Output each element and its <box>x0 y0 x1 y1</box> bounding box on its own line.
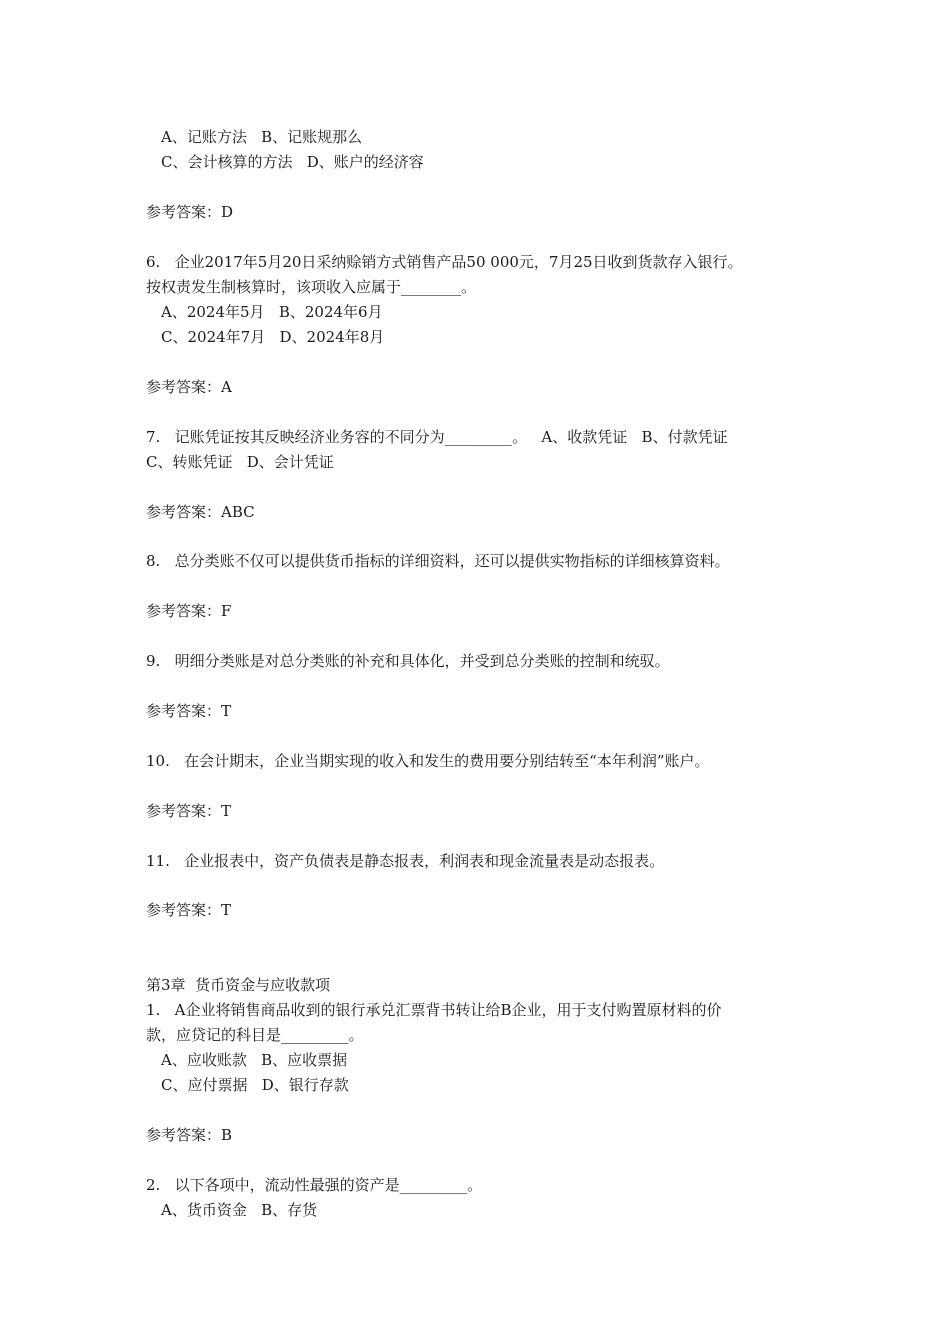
option-line: C、会计核算的方法 D、账户的经济容 <box>161 153 424 171</box>
answer-line: 参考答案：D <box>146 203 234 221</box>
question-line: 8. 总分类账不仅可以提供货币指标的详细资料，还可以提供实物指标的详细核算资料。 <box>146 552 730 570</box>
question-line: 10. 在会计期末，企业当期实现的收入和发生的费用要分别结转至“本年利润”账户。 <box>146 752 710 770</box>
answer-line: 参考答案：T <box>146 802 232 820</box>
question-line: 款，应贷记的科目是_________。 <box>146 1026 364 1044</box>
question-line: 7. 记账凭证按其反映经济业务容的不同分为_________。 A、收款凭证 B、付款凭证 <box>146 428 728 446</box>
question-line: 6. 企业2017年5月20日采纳赊销方式销售产品50 000元，7月25日收到货款存入银行。 <box>146 253 743 271</box>
answer-line: 参考答案：T <box>146 901 232 919</box>
answer-line: 参考答案：ABC <box>146 503 255 521</box>
answer-line: 参考答案：T <box>146 702 232 720</box>
answer-line: 参考答案：B <box>146 1126 233 1144</box>
answer-line: 参考答案：A <box>146 378 232 396</box>
option-line: C、2024年7月 D、2024年8月 <box>161 328 385 346</box>
option-line: A、货币资金 B、存货 <box>161 1201 318 1219</box>
option-line: C、转账凭证 D、会计凭证 <box>146 453 334 471</box>
question-line: 9. 明细分类账是对总分类账的补充和具体化，并受到总分类账的控制和统驭。 <box>146 652 670 670</box>
option-line: A、2024年5月 B、2024年6月 <box>161 303 383 321</box>
answer-line: 参考答案：F <box>146 602 232 620</box>
option-line: C、应付票据 D、银行存款 <box>161 1076 349 1094</box>
option-line: A、记账方法 B、记账规那么 <box>161 128 363 146</box>
question-line: 1. A企业将销售商品收到的银行承兑汇票背书转让给B企业，用于支付购置原材料的价 <box>146 1001 722 1019</box>
option-line: A、应收账款 B、应收票据 <box>161 1051 348 1069</box>
question-line: 2. 以下各项中，流动性最强的资产是_________。 <box>146 1176 483 1194</box>
chapter-heading: 第3章 货币资金与应收款项 <box>146 976 331 994</box>
question-line: 11. 企业报表中，资产负债表是静态报表，利润表和现金流量表是动态报表。 <box>146 852 665 870</box>
question-line: 按权责发生制核算时，该项收入应属于________。 <box>146 278 477 296</box>
